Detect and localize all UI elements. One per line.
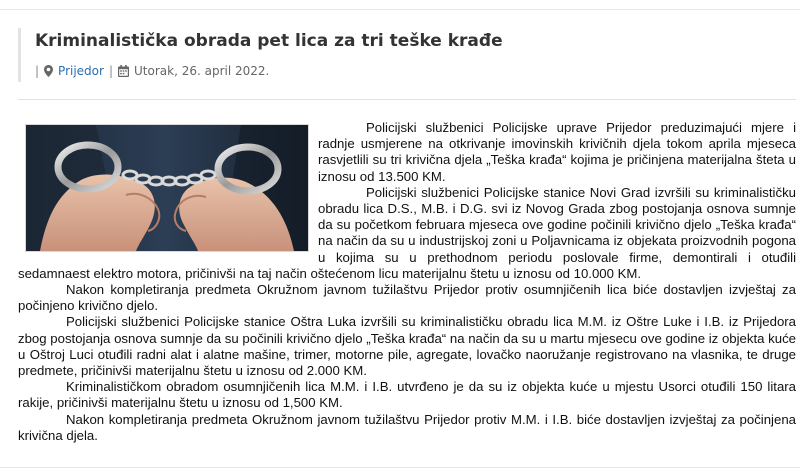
article-title: Kriminalistička obrada pet lica za tri teške krađe [35, 31, 503, 51]
calendar-icon [118, 65, 129, 77]
article-header [18, 28, 795, 82]
category-link[interactable]: Prijedor [58, 64, 104, 78]
article-body [18, 120, 796, 444]
article-paragraph: Policijski službenici Policijske uprave Prijedor preduzimajući mjere i radnje usmjerene na otkrivanje imovinskih krivičnih djela tokom aprila mjeseca rasvjetlili su tri krivična djela „Teška krađa“ kojima je pričinjena materijalna šteta u iznosu od 13.500 KM. [318, 120, 796, 184]
meta-separator: | [35, 64, 40, 78]
article-date: Utorak, 26. april 2022. [134, 64, 270, 78]
article-meta [35, 63, 795, 79]
header-divider [18, 99, 796, 100]
meta-separator: | [108, 64, 113, 78]
map-marker-icon [44, 65, 53, 77]
article-paragraph: Kriminalističkom obradom osumnjičenih lica M.M. i I.B. utvrđeno je da su iz objekta kuće u mjestu Usorci otuđili 150 litara rakije, pričinivši materijalnu štetu u iznosu od 1,500 KM. [18, 379, 796, 411]
article-photo-handcuffs [25, 124, 309, 252]
article-paragraph: Nakon kompletiranja predmeta Okružnom javnom tužilaštvu Prijedor protiv osumnjičenih lica biće dostavljen izvještaj za počinjeno krivično djelo. [18, 282, 796, 314]
article-paragraph: Policijski službenici Policijske stanice Novi Grad izvršili su kriminalističku obradu lica D.S., M.B. i D.G. svi iz Novog Grada zbog postojanja osnova sumnje da su početkom februara mjeseca ove godine počinili krivično djelo „Teška krađa“ na način da su u industrijskoj zoni u Poljavnicama iz objekata proizvodnih pogona u kojima su u prethodnom periodu poslovale firme, demontirali i otuđili sedamnaest elektro motora, pričinivši na taj način oštećenom licu materijalnu štetu u iznosu od 10.000 KM. [18, 184, 796, 281]
article-paragraph: Nakon kompletiranja predmeta Okružnom javnom tužilaštvu Prijedor protiv M.M. i I.B. biće dostavljen izvještaj za počinjena krivična djela. [18, 411, 796, 443]
bottom-divider [0, 467, 800, 468]
article-paragraph: Policijski službenici Policijske stanice Oštra Luka izvršili su kriminalističku obradu lica M.M. iz Oštre Luke i I.B. iz Prijedora zbog postojanja osnova sumnje da su počinili krivično djelo „Teška krađa“ na način da su u martu mjesecu ove godine iz objekta kuće u Oštroj Luci otuđili radni alat i alatne mašine, trimer, motorne pile, agregate, lovačko naoružanje registrovano na vlasnika, te druge predmete, pričinivši materijalnu štetu u iznosu od 2.000 KM. [18, 314, 796, 379]
top-divider [0, 0, 800, 10]
